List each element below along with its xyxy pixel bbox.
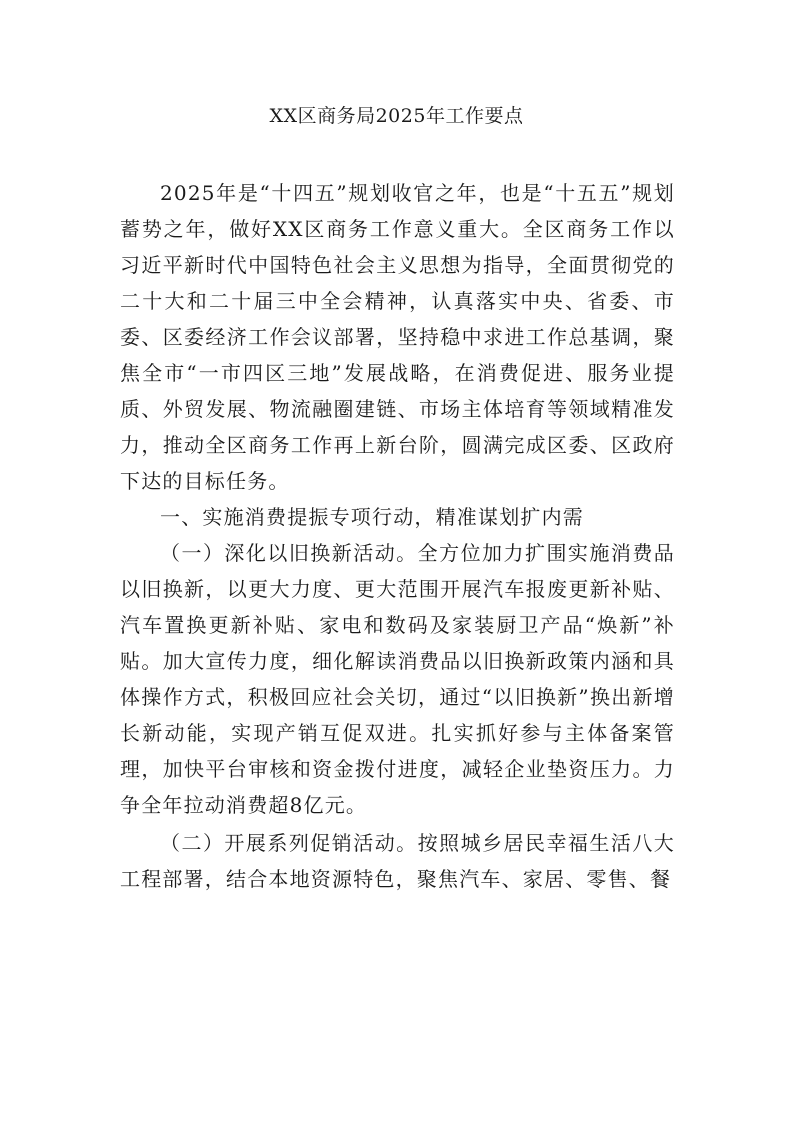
document-body [120,175,675,897]
intro-paragraph: 2025年是“十四五”规划收官之年，也是“十五五”规划蓄势之年，做好XX区商务工作意义重大。全区商务工作以习近平新时代中国特色社会主义思想为指导，全面贯彻党的二十大和二十届三中全会精神，认真落实中央、省委、市委、区委经济工作会议部署，坚持稳中求进工作总基调，聚焦全市“一市四区三地”发展战略，在消费促进、服务业提质、外贸发展、物流融圈建链、市场主体培育等领域精准发力，推动全区商务工作再上新台阶，圆满完成区委、区政府下达的目标任务。 [120,181,675,493]
subsection-paragraph-1: （一）深化以旧换新活动。全方位加力扩围实施消费品以旧换新，以更大力度、更大范围开展汽车报废更新补贴、汽车置换更新补贴、家电和数码及家装厨卫产品“焕新”补贴。加大宣传力度，细化解读消费品以旧换新政策内涵和具体操作方式，积极回应社会关切，通过“以旧换新”换出新增长新动能，实现产销互促双进。扎实抓好参与主体备案管理，加快平台审核和资金拨付进度，减轻企业垫资压力。力争全年拉动消费超8亿元。 [120,541,675,817]
subsection-paragraph-2: （二）开展系列促销活动。按照城乡居民幸福生活八大工程部署，结合本地资源特色，聚焦汽车、家居、零售、餐 [120,831,675,891]
section-heading-1: 一、实施消费提振专项行动，精准谋划扩内需 [160,505,584,529]
document-title: XX区商务局2025年工作要点 [269,105,524,127]
